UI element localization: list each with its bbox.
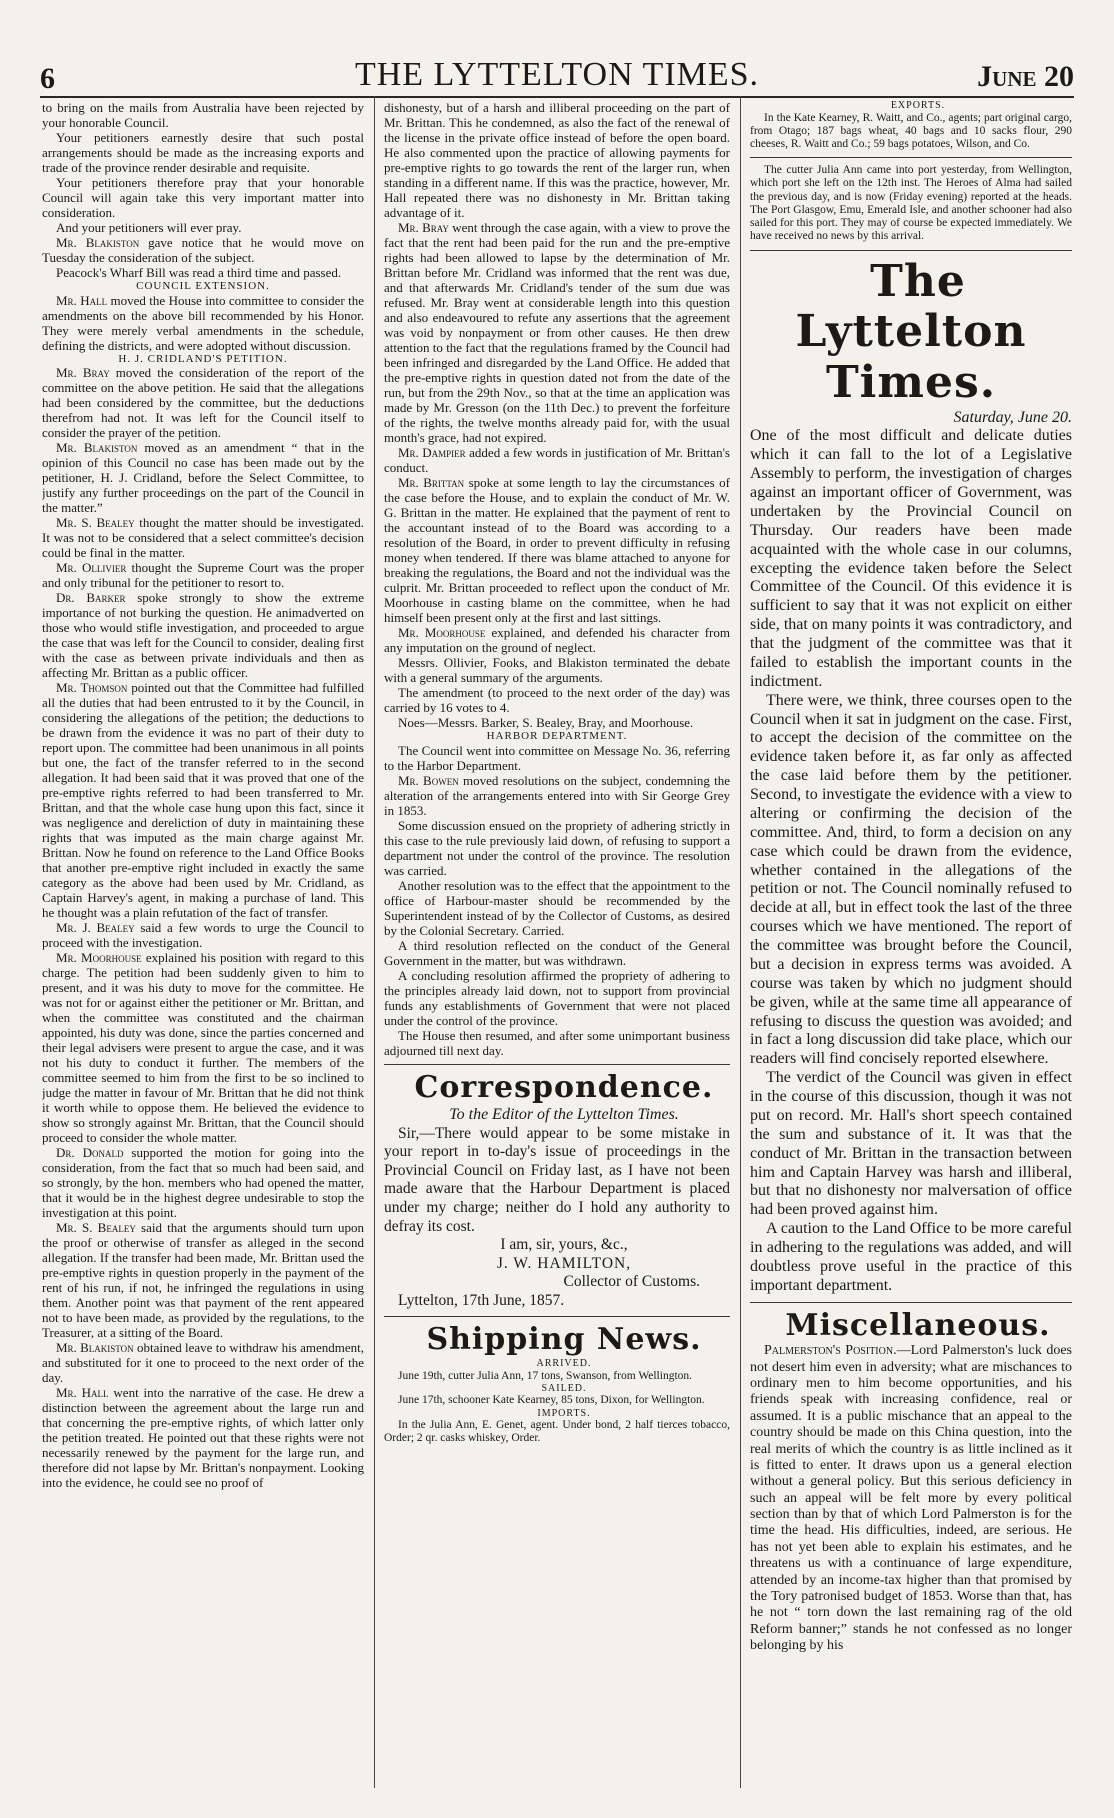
paragraph: Peacock's Wharf Bill was read a third time and passed. <box>56 265 342 280</box>
speaker-name: Mr. Hall <box>56 1385 109 1401</box>
masthead-rule <box>40 96 1074 98</box>
paragraph: Mr. Bray moved the consideration of the report of the committee on the above petition. He said that the allegations had been considered by the committee, but the deductions therefrom had not. It was left for the Council itself to consider the prayer of the petition. <box>42 365 364 441</box>
paragraph: A third resolution reflected on the conduct of the General Government in the matter, but was withdrawn. <box>384 937 730 968</box>
section-rule <box>384 1064 730 1065</box>
editorial-paragraph: A caution to the Land Office to be more careful in adhering to the regulations was added, and will doubtless prove useful in the practice of this important department. <box>750 1220 1072 1294</box>
paragraph: Mr. Dampier added a few words in justification of Mr. Brittan's conduct. <box>384 445 730 475</box>
masthead <box>40 52 1074 96</box>
paragraph: Mr. Moorhouse explained his position with regard to this charge. The petition had been suddenly given to him to present, and it was his duty to move for the committee. He was not for or against either the petitioner or Mr. Brittan, and when the committee was constituted and the chairman appointed, his duty was done, since the parties concerned and their legal advisers were present to argue the case, and it was not his duty to conduct it further. The members of the committee seemed to him from the first to be so inclined to judge the matter in favour of Mr. Brittan that he did not think it worth while to oppose them. He believed the evidence to show so strongly against Mr. Brittan, that the Council should proceed to consider the whole matter. <box>42 950 364 1146</box>
speaker-name: Mr. S. Bealey <box>56 515 135 531</box>
paragraph: Mr. S. Bealey said that the arguments should turn upon the proof or otherwise of transfer as alleged in the second allegation. If the transfer had been made, Mr. Brittan used the pre-emptive rights in question properly in the payment of the rent of his run, if not, he infringed the regulations in using them. Another point was that payment of the rent appeared not to have been made, as provided by the regulations, to the Treasurer, at a sitting of the Board. <box>42 1220 364 1341</box>
paragraph: Mr. Blakiston obtained leave to withdraw his amendment, and substituted for it one to proceed to the next order of the day. <box>42 1340 364 1386</box>
paragraph: Dr. Donald supported the motion for going into the consideration, from the fact that so much had been said, and so strongly, by the hon. members who had opened the matter, that it would be in the highest degree undesirable to stop the investigation at this point. <box>42 1145 364 1221</box>
paragraph: Noes—Messrs. Barker, S. Bealey, Bray, and Moorhouse. <box>398 715 694 730</box>
column-1 <box>42 100 364 1800</box>
speaker-name: Mr. Ollivier <box>56 560 127 576</box>
paragraph: Messrs. Ollivier, Fooks, and Blakiston terminated the debate with a general summary of the arguments. <box>384 655 730 685</box>
correspondence-heading: Correspondence. <box>414 1069 714 1105</box>
paragraph: Mr. Brittan spoke at some length to lay the circumstances of the case before the House, and to explain the conduct of Mr. W. G. Brittan in the matter. He explained that the payment of rent to the accountant instead of to the Board was according to a resolution of the Board, in order to prevent difficulty in refusing money when tendered. If there was blame attached to anyone for breaking the regulations, the Board and not the individual was the culprit. Mr. Brittan proceeded to reflect upon the conduct of Mr. Moorhouse in casting blame on the committee, when he had himself been present only at the first and last sittings. <box>384 475 730 625</box>
arrived-heading: ARRIVED. <box>536 1358 592 1370</box>
speaker-name: Dr. Barker <box>56 590 126 606</box>
speaker-name: Mr. Moorhouse <box>398 625 486 640</box>
letter-addressee: To the Editor of the Lyttelton Times. <box>449 1106 679 1124</box>
section-rule <box>750 250 1072 251</box>
letter-signature: J. W. HAMILTON, <box>496 1254 632 1272</box>
sailed-heading: SAILED. <box>541 1382 587 1394</box>
speaker-name: Mr. Brittan <box>398 475 465 490</box>
page-date: June 20 <box>977 60 1074 93</box>
speaker-name: Mr. Blakiston <box>56 235 140 250</box>
section-heading: HARBOR DEPARTMENT. <box>486 730 628 742</box>
paragraph: Your petitioners earnestly desire that such postal arrangements should be made as the increasing exports and trade of the province render desirable and requisite. <box>42 130 364 175</box>
editorial-paragraph: One of the most difficult and delicate duties which it can fall to the lot of a Legislative Assembly to perform, the investigation of charges against an important officer of Government, was undertaken by the Provincial Council on Thursday. Our readers have been made acquainted with the whole case in our columns, excepting the evidence taken before the Select Committee of the Council. Of this evidence it is sufficient to say that it was not explicit on either side, that on many points it was contradictory, and that the judgment of the committee was that it failed to establish the important counts in the indictment. <box>750 427 1072 690</box>
speaker-name: Mr. Bray <box>56 365 110 381</box>
paragraph: Mr. Bowen moved resolutions on the subject, condemning the alteration of the arrangements entered into with Sir George Grey in 1853. <box>384 772 730 818</box>
paragraph: Another resolution was to the effect that the appointment to the office of Harbour-master should be recommended by the Superintendent instead of by the Collector of Customs, as desired by the Colonial Secretary. Carried. <box>384 877 730 938</box>
exports-heading: EXPORTS. <box>890 100 946 111</box>
imports-item: In the Julia Ann, E. Genet, agent. Under bond, 2 half tierces tobacco, Order; 2 qr. casks whiskey, Order. <box>384 1419 730 1445</box>
column-divider <box>374 96 375 1788</box>
letter-body: Sir,—There would appear to be some mistake in your report in to-day's issue of proceedings in the Provincial Council on Friday last, as I have not been made aware that the Harbour Department is placed under my charge; neither do I hold any authority to defray its cost. <box>384 1124 730 1235</box>
section-heading: COUNCIL EXTENSION. <box>136 280 270 292</box>
editorial-paragraph: The verdict of the Council was given in effect in the course of this discussion, though it was not put on record. Mr. Hall's short speech contained the sum and substance of it. It was that the conduct of Mr. Brittan in the transaction between him and Captain Harvey was harsh and illiberal, but that no dishonesty nor malversation of office had been proved against him. <box>750 1069 1072 1219</box>
page-title: THE LYTTELTON TIMES. <box>354 56 760 93</box>
letter <box>384 1105 730 1310</box>
paragraph: Mr. J. Bealey said a few words to urge the Council to proceed with the investigation. <box>42 920 364 951</box>
letter-closing: I am, sir, yours, &c., <box>500 1236 628 1254</box>
paragraph: The amendment (to proceed to the next order of the day) was carried by 16 votes to 4. <box>384 685 730 715</box>
section-rule <box>750 157 1072 158</box>
column-2 <box>384 100 730 1800</box>
speaker-name: Mr. Blakiston <box>56 1340 134 1356</box>
letter-office: Collector of Customs. <box>563 1273 700 1291</box>
shipping-news-item: The cutter Julia Ann came into port yesterday, from Wellington, which port she left on the 12th inst. The Heroes of Alma had sailed the previous day, and is now (Friday evening) reported at the heads. The Port Glasgow, Emu, Emerald Isle, and another schooner had also sailed for this port. They may of course be expected immediately. We have received no news by this arrival. <box>750 164 1072 243</box>
imports-heading: IMPORTS. <box>537 1407 591 1419</box>
speaker-name: Mr. S. Bealey <box>56 1220 136 1236</box>
paragraph: Mr. Hall went into the narrative of the case. He drew a distinction between the agreement about the large run and that concerning the pre-emptive rights, of which latter only the petition treated. He pointed out that these rights were not necessarily renewed by the payment for the large run, and therefore did not lapse by Mr. Brittan's nonpayment. Looking into the evidence, he could see no proof of <box>42 1385 364 1491</box>
speaker-name: Dr. Donald <box>56 1145 124 1161</box>
section-rule <box>750 1302 1072 1303</box>
paragraph: Mr. Blakiston moved as an amendment “ that in the opinion of this Council no case has been made out by the petitioner, H. J. Cridland, before the Select Committee, to justify any further proceedings on the part of the Council in the matter.” <box>42 440 364 516</box>
speaker-name: Mr. Blakiston <box>56 440 138 456</box>
shipping-heading: Shipping News. <box>426 1322 702 1358</box>
paragraph: The House then resumed, and after some unimportant business adjourned till next day. <box>384 1027 730 1058</box>
column-3 <box>750 100 1072 1800</box>
paragraph: Some discussion ensued on the propriety of adhering strictly in this case to the rule previously laid down, of refusing to support a department not under the control of the province. The resolution was carried. <box>384 817 730 878</box>
exports-item: In the Kate Kearney, R. Waitt, and Co., agents; part original cargo, from Otago; 187 bags wheat, 40 bags and 10 sacks flour, 290 cheeses, R. Waitt and Co.; 59 bags potatoes, Wilson, and Co. <box>750 111 1072 150</box>
speaker-name: Mr. Hall <box>56 292 108 308</box>
editorial <box>750 427 1072 1295</box>
paragraph: to bring on the mails from Australia have been rejected by your honorable Council. <box>42 100 364 130</box>
editorial-paragraph: There were, we think, three courses open to the Council when it sat in judgment on the case. First, to accept the decision of the committee on the evidence taken before it, as far only as affected the case laid before them by the petitioner. Second, to investigate the evidence with a view to altering or confirming the decision of the committee. And, third, to form a decision on any case which could be drawn from the evidence, whether contained in the allegations of the petition or not. The Council nominally refused to decide at all, but in effect took the last of the three courses which we have mentioned. The report of the committee was brought before the Council, but a decision in express terms was avoided. A course was taken by which no judgment should be given, while at the same time all appearance of refusing to discuss the question was avoided; and in fact a long discussion did take place, which our readers will find concisely reported elsewhere. <box>750 691 1072 1068</box>
paragraph: Mr. S. Bealey thought the matter should be investigated. It was not to be considered that a select committee's decision could be final in the matter. <box>42 515 364 561</box>
page-number: 6 <box>40 62 55 95</box>
miscellaneous-heading: Miscellaneous. <box>785 1307 1051 1343</box>
column-divider <box>740 96 741 1788</box>
paragraph: Mr. Ollivier thought the Supreme Court was the proper and only tribunal for the petitioner to resort to. <box>42 560 364 591</box>
paragraph: The Council went into committee on Message No. 36, referring to the Harbor Department. <box>384 742 730 773</box>
article-heading: Palmerston's Position. <box>764 1343 897 1359</box>
paragraph: Palmerston's Position.—Lord Palmerston's luck does not desert him even in adversity; what are mischances to ordinary men to him become opportunities, and his friends speak with increasing confidence, real or assumed. It is a public mischance that an appeal to the country should be made on this China question, into the real merits of which the country is as little inclined as it is fitted to enter. It draws upon us a general election without a general policy. But this serious deficiency in such an appeal will be felt more by every political section than by that of which Lord Palmerston is for the time the head. His difficulties, indeed, are serious. He has not yet been able to explain his estimates, and he threatens us with a continuance of large expenditure, attended by an income-tax higher than that promised by the Tory patronised budget of 1853. Worse than that, has he not “ torn down the last remaining rag of the old Reform banner;” stands he not confessed as no longer belonging by his <box>750 1343 1072 1654</box>
arrived-item: June 19th, cutter Julia Ann, 17 tons, Swanson, from Wellington. <box>398 1369 693 1382</box>
paragraph: A concluding resolution affirmed the propriety of adhering to the principles already laid down, not to support from provincial funds any establishments of Government that were not placed under the control of the province. <box>384 967 730 1028</box>
paragraph: Dr. Barker spoke strongly to show the extreme importance of not burking the question. He animadverted on those who would stifle investigation, and proceeded to argue the case that was left for the Council to consider, dealing first with the case as between private individuals and then as affecting Mr. Brittan as a public officer. <box>42 590 364 681</box>
paragraph: dishonesty, but of a harsh and illiberal proceeding on the part of Mr. Brittan. This he condemned, as also the fact of the renewal of the license in the private office instead of before the open board. He also commented upon the practice of allowing payments for pre-emptive rights to go towards the rent of the larger run, when standing in a different name. If this was the practice, however, Mr. Hall repeated there was no dishonesty in Mr. Brittan taking advantage of it. <box>384 100 730 220</box>
letter-place-date: Lyttelton, 17th June, 1857. <box>398 1291 565 1309</box>
paper-title: The Lyttelton Times. <box>795 255 1027 409</box>
issue-date: Saturday, June 20. <box>953 408 1072 426</box>
speaker-name: Mr. J. Bealey <box>56 920 135 936</box>
speaker-name: Mr. Thomson <box>56 680 128 696</box>
speaker-name: Mr. Dampier <box>398 445 466 460</box>
paragraph: And your petitioners will ever pray. <box>56 220 242 235</box>
speaker-name: Mr. Moorhouse <box>56 950 142 966</box>
paragraph: Your petitioners therefore pray that your honorable Council will again take this very important matter into consideration. <box>42 175 364 220</box>
speaker-name: Mr. Bray <box>398 220 449 235</box>
section-heading: H. J. CRIDLAND'S PETITION. <box>118 352 288 365</box>
speaker-name: Mr. Bowen <box>398 772 459 788</box>
paragraph: Mr. Moorhouse explained, and defended his character from any imputation on the ground of neglect. <box>384 625 730 655</box>
sailed-item: June 17th, schooner Kate Kearney, 85 tons, Dixon, for Wellington. <box>398 1394 705 1407</box>
paragraph: Mr. Blakiston gave notice that he would move on Tuesday the consideration of the subject. <box>42 235 364 265</box>
paragraph: Mr. Hall moved the House into committee to consider the amendments on the above bill recommended by his Honor. They were merely verbal amendments in the schedule, defining the districts, and were adopted without discussion. <box>42 292 364 353</box>
paragraph: Mr. Thomson pointed out that the Committee had fulfilled all the duties that had been entrusted to it by the Council, in considering the allegations of the petition; the deductions to be drawn from the evidence it was no part of their duty to report upon. The committee had been unanimous in all points but one, the fact of the transfer referred to in the second allegation. It had been said that it was proved that one of the pre-emptive rights referred to had been transferred to Mr. Brittan, and that the whole case hung upon this fact, since it was negligence and dereliction of duty in maintaining these rights that was imputed as the main charge against Mr. Brittan. Now he found on reference to the Land Office Books that another pre-emptive right included in exactly the same category as the above had been used by Mr. Cridland, as Captain Harvey's agent, in making a purchase of land. This he thought was a plain refutation of the fact of transfer. <box>42 680 364 921</box>
section-rule <box>384 1316 730 1317</box>
paragraph: Mr. Bray went through the case again, with a view to prove the fact that the rent had been paid for the run and the pre-emptive rights had been allowed to lapse by the determination of Mr. Brittan before Mr. Cridland was informed that the rent was due, and that afterwards Mr. Cridland's tender of the sum due was refused. Mr. Bray went at considerable length into this question and also endeavoured to refute any assertions that the agreement was void by nonpayment or from other causes. He then drew attention to the fact that the regulations framed by the Council had been infringed and disregarded by the Land Office. He added that the pre-emptive rights in question dated not from the date of the run, but from the 29th Nov., so that at the time an application was made by Mr. Gresson (on the 11th Dec.) to prevent the forfeiture of the rights, the twelve months already paid for, with the usual month's grace, had not expired. <box>384 220 730 445</box>
